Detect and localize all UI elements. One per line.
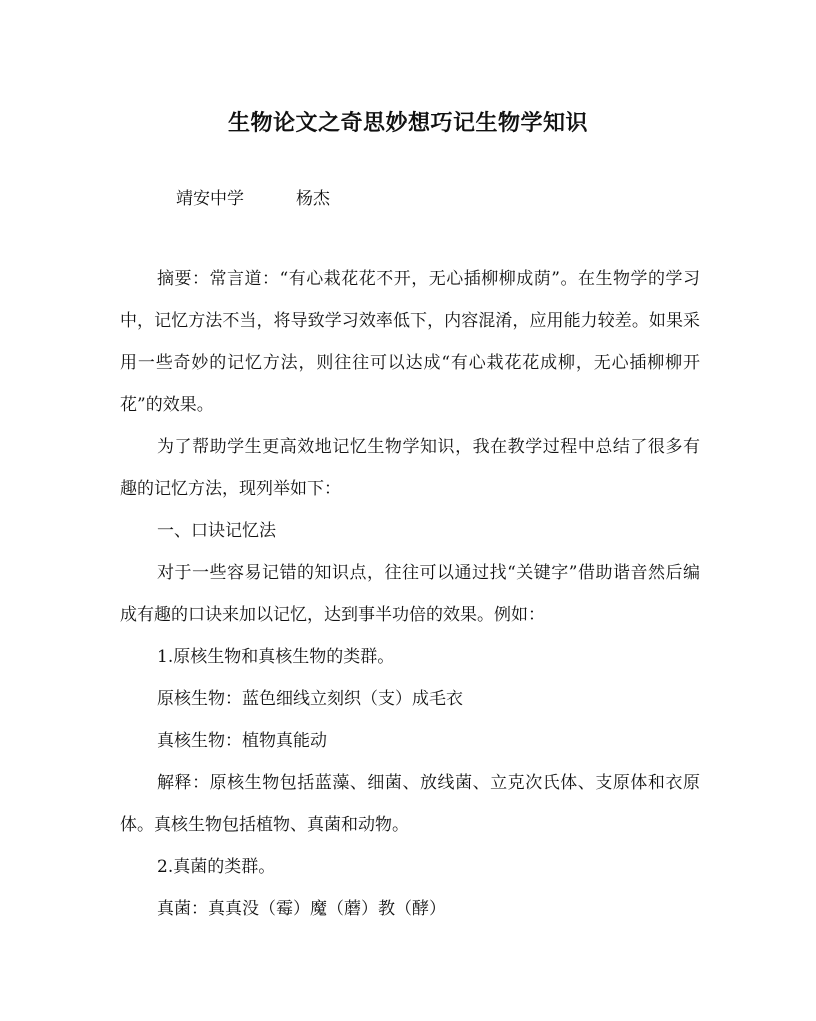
section-paragraph: 对于一些容易记错的知识点，往往可以通过找“关键字”借助谐音然后编成有趣的口诀来加以记忆，达到事半功倍的效果。例如： [120, 563, 700, 625]
section-heading: 一、口诀记忆法 [157, 521, 276, 541]
eukaryote-mnemonic: 真核生物：植物真能动 [157, 731, 327, 751]
abstract-paragraph: 摘要：常言道：“有心栽花花不开，无心插柳柳成荫”。在生物学的学习中，记忆方法不当，将导致学习效率低下，内容混淆，应用能力较差。如果采用一些奇妙的记忆方法，则往往可以达成“有心栽花花成柳，无心插柳柳开花”的效果。 [120, 269, 700, 415]
school-name: 靖安中学 [176, 189, 244, 209]
document-title: 生物论文之奇思妙想巧记生物学知识 [227, 110, 588, 136]
byline [176, 184, 330, 209]
author-name: 杨杰 [296, 189, 330, 209]
item-heading-2: 2.真菌的类群。 [157, 857, 276, 877]
intro-paragraph: 为了帮助学生更高效地记忆生物学知识，我在教学过程中总结了很多有趣的记忆方法，现列举如下： [120, 437, 700, 499]
item-heading-1: 1.原核生物和真核生物的类群。 [157, 647, 395, 667]
explanation-paragraph: 解释：原核生物包括蓝藻、细菌、放线菌、立克次氏体、支原体和衣原体。真核生物包括植物、真菌和动物。 [120, 773, 700, 835]
fungi-mnemonic: 真菌：真真没（霉）魔（蘑）教（酵） [157, 899, 446, 919]
prokaryote-mnemonic: 原核生物：蓝色细线立刻织（支）成毛衣 [157, 689, 463, 709]
